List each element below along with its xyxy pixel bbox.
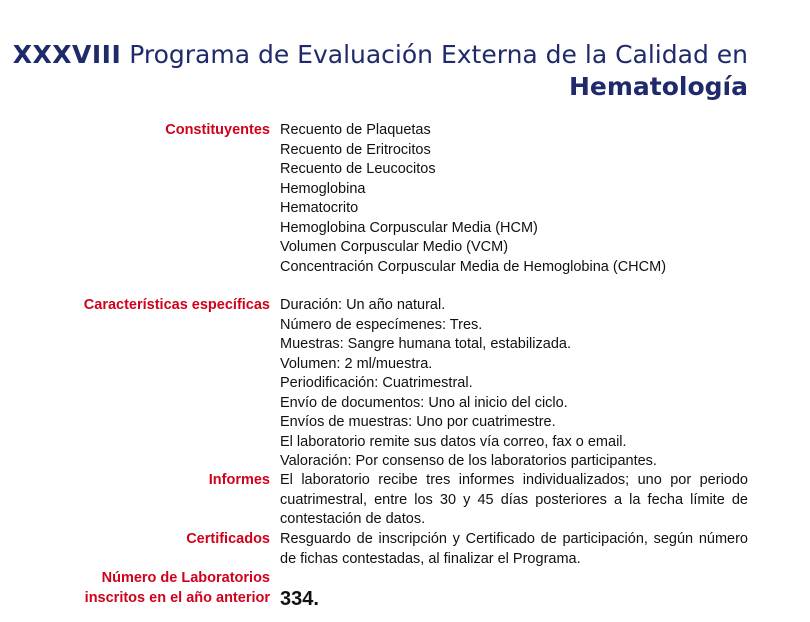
list-item: Envío de documentos: Uno al inicio del ciclo. <box>280 394 568 411</box>
list-item: Hemoglobina Corpuscular Media (HCM) <box>280 219 538 236</box>
caracteristicas-list <box>280 296 748 472</box>
certificados-text: Resguardo de inscripción y Certificado de participación, según número de fichas contestadas, al finalizar el Programa. <box>280 531 748 567</box>
list-item: Hemoglobina <box>280 180 366 197</box>
list-item: Concentración Corpuscular Media de Hemoglobina (CHCM) <box>280 258 667 275</box>
constituyentes-list <box>280 121 748 277</box>
informes-text: El laboratorio recibe tres informes individualizados; uno por periodo cuatrimestral, entre los 30 y 45 días posteriores a la fecha límite de contestación de datos. <box>280 472 748 527</box>
label-laboratorios <box>85 569 270 608</box>
label-constituyentes: Constituyentes <box>165 122 270 138</box>
list-item: Duración: Un año natural. <box>280 297 446 313</box>
list-item: Valoración: Por consenso de los laboratorios participantes. <box>280 453 657 469</box>
list-item: Envíos de muestras: Uno por cuatrimestre. <box>280 414 556 430</box>
label-certificados: Certificados <box>186 531 270 547</box>
label-laboratorios-line1: Número de Laboratorios <box>101 570 270 586</box>
label-caracteristicas: Características específicas <box>83 297 270 313</box>
list-item: Hematocrito <box>280 200 359 216</box>
label-laboratorios-line2: inscritos en el año anterior <box>84 589 270 606</box>
program-title-text: Programa de Evaluación Externa de la Calidad en <box>121 40 748 69</box>
list-item: Muestras: Sangre humana total, estabilizada. <box>280 336 571 352</box>
program-subtitle: Hematología <box>568 72 748 101</box>
program-edition: XXXVIII <box>12 40 122 69</box>
document-header <box>13 40 748 104</box>
label-informes: Informes <box>208 472 270 488</box>
program-title <box>13 40 748 70</box>
list-item: Periodificación: Cuatrimestral. <box>280 375 473 391</box>
list-item: Número de especímenes: Tres. <box>280 316 483 333</box>
list-item: Recuento de Plaquetas <box>280 122 431 138</box>
list-item: Recuento de Eritrocitos <box>280 141 431 158</box>
laboratorios-count: 334. <box>280 588 319 610</box>
list-item: Recuento de Leucocitos <box>280 161 436 177</box>
list-item: Volumen: 2 ml/muestra. <box>280 355 433 372</box>
list-item: El laboratorio remite sus datos vía correo, fax o email. <box>280 433 627 450</box>
list-item: Volumen Corpuscular Medio (VCM) <box>280 239 509 255</box>
